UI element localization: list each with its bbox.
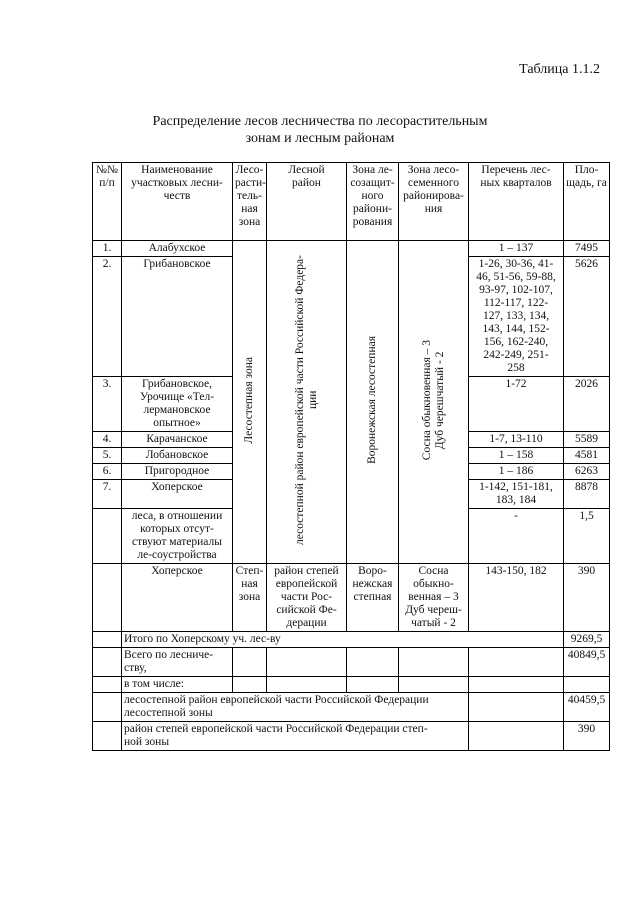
row-num: [93, 722, 122, 751]
header-blocks: Перечень лес- ных кварталов: [469, 163, 564, 241]
row-num: 5.: [93, 448, 122, 464]
row-num: 3.: [93, 377, 122, 432]
steppe-total-area: 390: [564, 722, 610, 751]
row-name: Лобановское: [122, 448, 233, 464]
total-all-area: 40849,5: [564, 648, 610, 677]
forest-steppe-area: 40459,5: [564, 693, 610, 722]
row-num: 4.: [93, 432, 122, 448]
row-num: 6.: [93, 464, 122, 480]
header-region: Лесной район: [267, 163, 347, 241]
header-protect: Зона ле- созащит- ного райони- рования: [347, 163, 399, 241]
header-seed: Зона лесо- семенного районирова- ния: [399, 163, 469, 241]
row-blocks: -: [469, 509, 564, 564]
incl-label: в том числе:: [122, 677, 233, 693]
header-zone: Лесо- расти- тель- ная зона: [233, 163, 267, 241]
table-title: [0, 113, 640, 147]
row-num: 7.: [93, 480, 122, 509]
row-area: 8878: [564, 480, 610, 509]
row-blocks: 1-26, 30-36, 41- 46, 51-56, 59-88, 93-97, 102-107, 112-117, 122- 127, 133, 134, 143, 144, 152- 156, 162-240, 242-249, 251- 258: [469, 257, 564, 377]
title-line-2: зонам и лесным районам: [245, 131, 395, 146]
total-khoper-row: [93, 632, 610, 648]
total-all-label: Всего по лесниче- ству,: [122, 648, 233, 677]
table-row: [93, 241, 610, 257]
title-line-1: Распределение лесов лесничества по лесорастительным: [152, 114, 488, 129]
region-vertical-text: лесостепной район европейской части Российской Федера- ции: [293, 255, 319, 545]
row-area: 1,5: [564, 509, 610, 564]
seed-merged: [399, 241, 469, 564]
row-num: [93, 632, 122, 648]
row-name: Карачанское: [122, 432, 233, 448]
steppe-total-label: район степей европейской части Российской Федерации степ- ной зоны: [122, 722, 469, 751]
row-area: 5626: [564, 257, 610, 377]
row-blocks: 1 – 137: [469, 241, 564, 257]
region-merged: [267, 241, 347, 564]
incl-row: [93, 677, 610, 693]
protect-vertical-text: Воронежская лесостепная: [366, 336, 378, 464]
steppe-total-row: [93, 722, 610, 751]
row-name: Хоперское: [122, 480, 233, 509]
row-name: Пригородное: [122, 464, 233, 480]
row-num: [93, 693, 122, 722]
row-blocks: 1-72: [469, 377, 564, 432]
row-name: Грибановское, Урочище «Тел- лермановское опытное»: [122, 377, 233, 432]
total-khoper-area: 9269,5: [564, 632, 610, 648]
steppe-area: 390: [564, 564, 610, 632]
seed-vertical-text: Сосна обыкновенная – 3 Дуб черешчатый - 2: [420, 339, 446, 461]
row-blocks: 1-142, 151-181, 183, 184: [469, 480, 564, 509]
row-blocks: 1 – 186: [469, 464, 564, 480]
header-area: Пло- щадь, га: [564, 163, 610, 241]
header-row: [93, 163, 610, 241]
steppe-seed: Сосна обыкно- венная – 3 Дуб череш- чатый - 2: [399, 564, 469, 632]
total-khoper-label: Итого по Хоперскому уч. лес-ву: [122, 632, 564, 648]
protect-merged: [347, 241, 399, 564]
row-area: 4581: [564, 448, 610, 464]
row-num: 2.: [93, 257, 122, 377]
row-num: [93, 564, 122, 632]
row-area: 5589: [564, 432, 610, 448]
row-blocks: 1-7, 13-110: [469, 432, 564, 448]
steppe-region: район степей европейской части Рос- сийской Фе- дерации: [267, 564, 347, 632]
row-num: [93, 648, 122, 677]
steppe-protect: Воро- нежская степная: [347, 564, 399, 632]
table-label: Таблица 1.1.2: [519, 62, 600, 77]
forest-steppe-label: лесостепной район европейской части Российской Федерации лесостепной зоны: [122, 693, 469, 722]
row-area: 2026: [564, 377, 610, 432]
forest-steppe-total-row: [93, 693, 610, 722]
row-name: Грибановское: [122, 257, 233, 377]
steppe-name: Хоперское: [122, 564, 233, 632]
header-name: Наименование участковых лесни- честв: [122, 163, 233, 241]
row-blocks: 1 – 158: [469, 448, 564, 464]
steppe-blocks: 143-150, 182: [469, 564, 564, 632]
row-area: 6263: [564, 464, 610, 480]
total-all-row: [93, 648, 610, 677]
row-num: [93, 509, 122, 564]
forest-distribution-table: [92, 162, 610, 751]
row-name: Алабухское: [122, 241, 233, 257]
row-area: 7495: [564, 241, 610, 257]
zone-vertical-text: Лесостепная зона: [243, 356, 255, 444]
steppe-row: [93, 564, 610, 632]
row-num: 1.: [93, 241, 122, 257]
row-name: леса, в отношении которых отсут- ствуют материалы ле-соустройства: [122, 509, 233, 564]
row-num: [93, 677, 122, 693]
zone-merged: [233, 241, 267, 564]
steppe-zone: Степ- ная зона: [233, 564, 267, 632]
header-num: №№ п/п: [93, 163, 122, 241]
